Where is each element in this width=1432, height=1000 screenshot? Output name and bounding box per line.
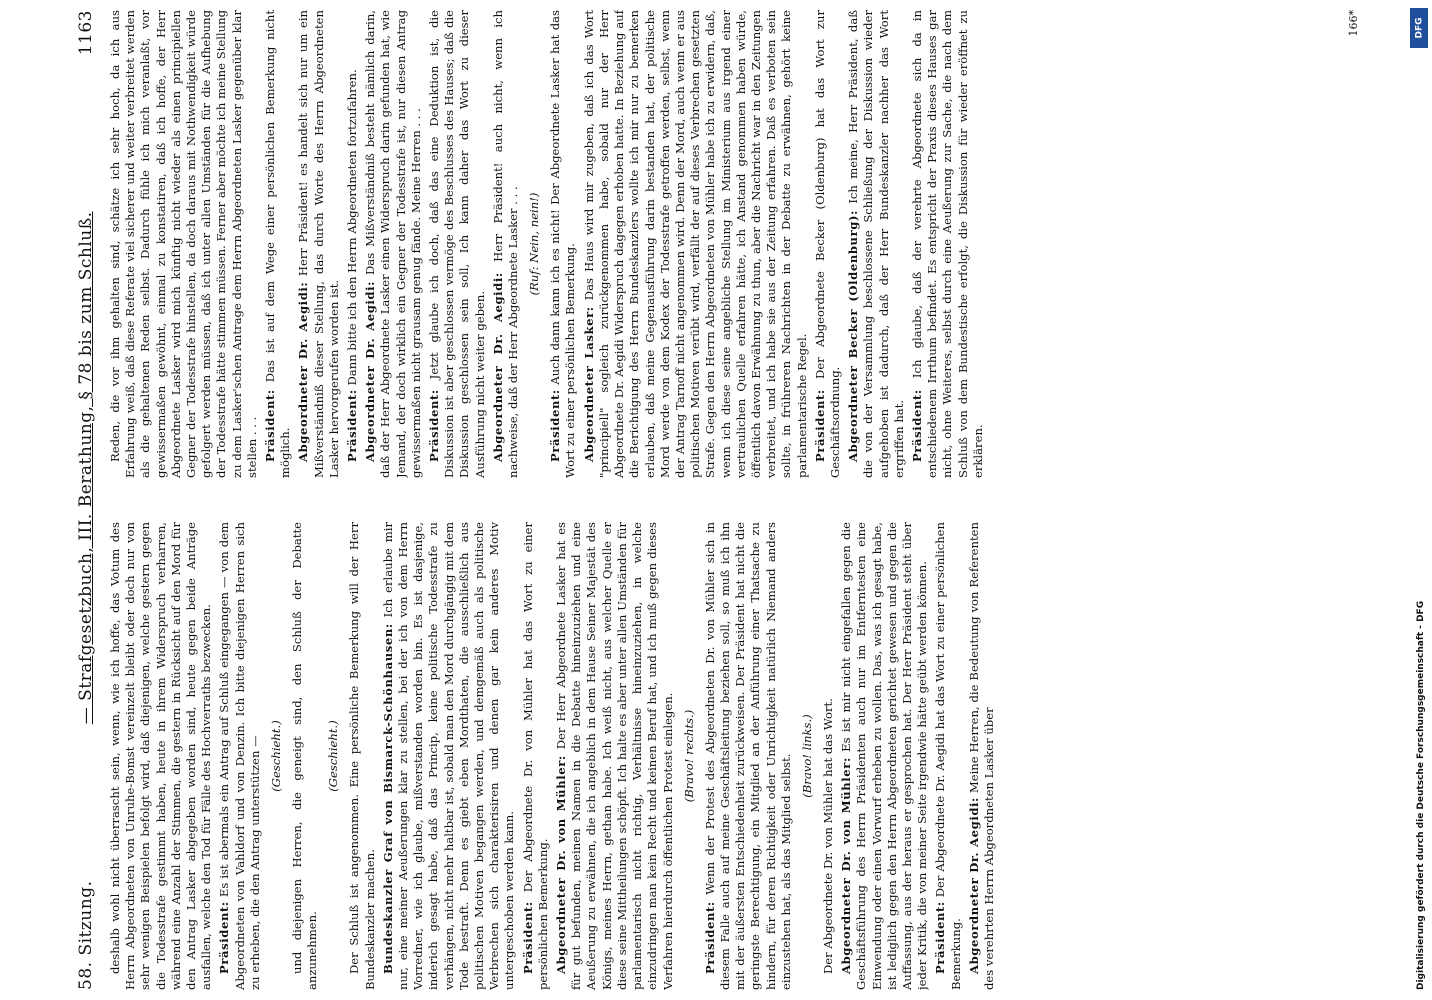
paragraph: [703, 522, 794, 990]
left-column: [108, 522, 1348, 990]
header-title: — Strafgesetzbuch, III. Berathung, § 78 bis zum Schluß.: [76, 211, 96, 725]
speaker-name: Präsident:: [427, 389, 442, 462]
paragraph: [347, 522, 377, 990]
speaker-name: Präsident:: [702, 901, 717, 974]
rotated-document-sheet: [56, 10, 1360, 990]
paragraph-text: Ich glaube, daß der verehrte Abgeordnete sich da in entschiedenem Irrthum befindet. Es entspricht der Praxis dieses Hauses gar nicht, ohne Weiteres, selbst durch eine Aeußerung zur Sache, die nach dem Schluß von dem Bundestische erfolgt, die Diskussion für wieder eröffnet zu erklären.: [909, 10, 985, 478]
speaker-name: Abgeordneter Dr. von Mühler:: [839, 757, 854, 974]
paragraph-text: Das Haus wird mir zugeben, daß ich das Wort "principiell" sogleich zurückgenommen habe, sobald nur der Herr Abgeordnete Dr. Aegidi Widerspruch dagegen erhoben hatte. In Beziehung auf die Berichtigung des Herrn Bundeskanzlers wollte ich mir nur zu bemerken erlauben, daß meine Gegenausführung darin bestanden hat, der politische Mord werde von dem Kodex der Todesstrafe getroffen werden, selbst, wenn der Antrag Tarnoff nicht angenommen wird. Denn der Mord, auch wenn er aus politischen Motiven verübt wird, verfällt der auf dieses Verbrechen gesetzten Strafe. Gegen den Herrn Abgeordneten von Mühler habe ich zu erwidern, daß, wenn ich diese seine angebliche Stellung im Ministerium aus irgend einer vertraulichen Quelle erfahren hätte, ich Anstand genommen haben würde, öffentlich davon Erwähnung zu thun, aber die Nachricht war in den Zeitungen verbreitet, und ich habe sie aus der Zeitung erfahren. Daß es verboten sein sollte, in frühreren Nachrichten in der Debatte zu erwähnen, gehört keine parlamentarische Regel.: [581, 10, 809, 478]
stage-direction: (Geschieht.): [326, 720, 341, 792]
paragraph: [427, 10, 488, 478]
paragraph-text: deshalb wohl nicht überrascht sein, wenn, wie ich hoffe, das Votum des Herrn Abgeordneten von Unruhe-Bomst vereinzelt bleibt oder doch nur von sehr wenigen Beispielen befolgt wird, daß diejenigen, welche gestern gegen die Todesstrafe gestimmt haben, heute in ihrem Widerspruch verharren, während eine Anzahl der Stimmen, die gestern in Rücksicht auf den Mord für den Antrag Lasker abgegeben worden sind, heute gegen beide Anträge ausfallen, welche den Tod für Fälle des Hochverraths bezwecken.: [108, 522, 214, 990]
speaker-name: Präsident:: [933, 901, 948, 974]
stage-direction: (Bravo! rechts.): [681, 709, 696, 803]
paragraph-text: Der Schluß ist angenommen. Eine persönliche Bemerkung will der Herr Bundeskanzler machen.: [347, 522, 377, 990]
paragraph-text: Dann bitte ich den Herrn Abgeordneten fortzufahren.: [345, 69, 360, 386]
paragraph: [846, 10, 907, 478]
paragraph-text: Der Abgeordnete Dr. von Mühler hat das Wort.: [820, 698, 835, 974]
speaker-name: Präsident:: [909, 389, 924, 462]
paragraph-text: Der Abgeordnete Becker (Oldenburg) hat das Wort zur Geschäftsordnung.: [812, 10, 842, 478]
speaker-name: Bundeskanzler Graf von Bismarck-Schönhausen:: [380, 623, 395, 974]
page-header: [56, 10, 96, 990]
paragraph-text: Es ist abermals ein Antrag auf Schluß eingegangen — von dem Abgeordneten von Vahldorf und von Denzin. Ich bitte diejenigen Herren sich zu erheben, die den Antrag unterstützen —: [217, 522, 262, 990]
digitization-credit: Digitalisierung gefördert durch die Deutsche Forschungsgemeinschaft - DFG: [1416, 600, 1426, 990]
speaker-name: Präsident:: [217, 901, 232, 974]
paragraph-text: Der Abgeordnete Dr. von Mühler hat das Wort zu einer persönlichen Bemerkung.: [520, 522, 550, 990]
speaker-name: Präsident:: [345, 389, 360, 462]
paragraph: [933, 522, 963, 990]
paragraph-text: Ich meine, Herr Präsident, daß die von der Versammlung beschlossene Schließung der Diskussion wieder aufgehoben ist dadurch, daß der Herr Bundeskanzler nachher das Wort ergriffen hat.: [846, 10, 906, 478]
paragraph-text: Reden, die vor ihm gehalten sind, schätze ich sehr hoch, da ich aus Erfahrung weiß, daß diese Referate viel sicherer und weiter verbreitet werden als die gehaltenen Reden selbst. Dadurch fühle ich mich veranlaßt, vor gewissermaßen gewöhnt, einmal zu konstatiren, daß ich hoffe, der Herr Abgeordnete Lasker wird mich künftig nicht wieder als einen principiellen Gegner der Todesstrafe hinstellen, da doch daraus mit Nothwendigkeit würde gefolgert werden müssen, daß ich unter allen Umständen für die Aufhebung der Todesstrafe hätte stimmen müssen. Ferner aber möchte ich meine Stellung zu dem Lasker'schen Antrage dem Herrn Abgeordneten Lasker gegenüber klar stellen . . .: [108, 10, 259, 478]
paragraph-text: Das ist auf dem Wege einer persönlichen Bemerkung nicht möglich.: [263, 10, 293, 478]
dfg-logo: [1410, 8, 1428, 48]
dfg-logo-text: DFG: [1414, 17, 1425, 39]
paragraph: [521, 522, 551, 990]
paragraph: [548, 10, 578, 478]
paragraph: [381, 522, 518, 990]
paragraph: [363, 10, 424, 478]
paragraph-text: Ich erlaube mir nur, eine meiner Aeußerungen klar zu stellen, bei der ich von dem Herrn Vorredner, wie ich glaube, mißverstanden worden bin. Es ist dasjenige, inderich gesagt habe, daß das Princip, keine politische Todesstrafe zu verhängen, nicht mehr haltbar ist, sobald man den Mord durchgängig mit dem Tode bestraft. Denn es giebt eben Mordthaten, die ausschließlich aus politischen Motiven begangen werden, und demgemäß auch als politische Verbrechen sich charakterisiren und denen gar kein anderes Motiv untergeschoben werden kann.: [380, 522, 517, 990]
paragraph: [967, 522, 997, 990]
signature-mark: 166*: [1347, 10, 1360, 37]
paragraph-text: Meine Herren, die Bedeutung von Referenten des verehrten Herrn Abgeordneten Lasker über: [966, 522, 996, 990]
speaker-name: Abgeordneter Dr. Aegidi:: [363, 280, 378, 462]
speaker-name: Abgeordneter Dr. Aegidi:: [490, 272, 505, 462]
paragraph: [290, 522, 320, 990]
paragraph: [821, 522, 836, 990]
speaker-name: Abgeordneter Dr. Aegidi:: [296, 281, 311, 462]
speaker-name: Präsident:: [520, 901, 535, 974]
paragraph-text: Der Abgeordnete Dr. Aegidi hat das Wort zu einer persönlichen Bemerkung.: [933, 522, 963, 990]
speaker-name: Präsident:: [548, 389, 563, 462]
paragraph: [910, 10, 986, 478]
stage-direction: (Geschieht.): [269, 720, 284, 792]
right-column: [108, 10, 1348, 478]
paragraph-text: Es ist mir nicht eingefallen gegen die Geschäftsführung des Herrn Präsidenten auch nur im Entferntesten eine Einwendung oder einen Vorwurf erheben zu wollen. Das, was ich gesagt habe, ist lediglich gegen den Herrn Abgeordneten gerichtet gewesen und gegen die Auffassung, aus der heraus er gesprochen hat. Der Herr Präsident steht über jeder Kritik, die von meiner Seite irgendwie hätte geübt werden können.: [839, 522, 930, 990]
paragraph: [345, 10, 360, 478]
paragraph: [263, 10, 293, 478]
speaker-name: Abgeordneter Dr. von Mühler:: [554, 755, 569, 974]
paragraph-text: Wenn der Protest des Abgeordneten Dr. von Mühler sich in diesem Falle auch auf meine Geschäftsleitung beziehen soll, so muß ich ihn mit der äußersten Entschiedenheit zurückweisen. Der Präsident hat nicht die geringste Berechtigung, ein Mitglied an der Anführung einer Thatsache zu hindern, für deren Richtigkeit oder Unrichtigkeit natürlich Niemand anders einzustehen hat, als das Mitglied selbst.: [702, 522, 793, 990]
stage-direction: (Ruf: Nein, nein!): [527, 192, 542, 296]
paragraph: [554, 522, 676, 990]
paragraph: [217, 522, 263, 990]
paragraph: [491, 10, 521, 478]
paragraph-text: Auch dann kann ich es nicht! Der Abgeordnete Lasker hat das Wort zu einer persönlichen Bemerkung.: [548, 10, 578, 478]
speaker-name: Präsident:: [812, 389, 827, 462]
paragraph: [296, 10, 342, 478]
paragraph-text: und diejenigen Herren, die geneigt sind, den Schluß der Debatte anzunehmen.: [290, 522, 320, 990]
speaker-name: Abgeordneter Dr. Aegidi:: [966, 797, 981, 974]
page-number: 1163: [76, 10, 96, 56]
paragraph-text: Das Mißverständniß besteht nämlich darin, daß der Herr Abgeordnete Lasker einen Widerspruch darin gefunden hat, wie Jemand, der doch wirklich ein Gegner der Todesstrafe ist, nur diesen Antrag gewissermaßen nicht grausam genug fände. Meine Herren . . .: [363, 10, 423, 478]
paragraph: [108, 10, 260, 478]
stage-direction: (Bravo! links.): [799, 714, 814, 798]
header-session: 58. Sitzung.: [76, 880, 96, 990]
paragraph: [108, 522, 214, 990]
paragraph: [839, 522, 930, 990]
paragraph-text: Der Herr Abgeordnete Lasker hat es für gut befunden, meinen Namen in die Debatte hineinzuziehen und eine Aeußerung zu erwähnen, die ich angeblich in dem Hause Seiner Majestät des Königs, meines Herrn, gethan habe. Ich weiß nicht, aus welcher Quelle er diese seine Mittheilungen schöpft. Ich halte es aber unter allen Umständen für parlamentarisch nicht richtig, Verhältnisse hineinzuziehen, in welche einzudringen man kein Recht und keinen Beruf hat, und ich muß gegen dieses Verfahren hierdurch öffentlichen Protest einlegen.: [554, 522, 675, 990]
paragraph-text: Herr Präsident! auch nicht, wenn ich nachweise, daß der Herr Abgeordnete Lasker . . .: [490, 10, 521, 478]
speaker-name: Abgeordneter Becker (Oldenburg):: [846, 210, 861, 462]
paragraph-text: Jetzt glaube ich doch, daß das eine Deduktion ist, die Diskussion ist aber geschlossen vermöge des Beschlusses des Hauses; daß die Diskussion geschlossen sein soll, Ich kann daher das Wort zu dieser Ausführung nicht weiter geben.: [427, 10, 487, 478]
paragraph: [582, 10, 810, 478]
paragraph-text: Herr Präsident! es handelt sich nur um ein Mißverständniß dieser Stellung, das durch Worte des Herrn Abgeordneten Lasker hervorgerufen worden ist.: [296, 10, 341, 478]
text-columns: [108, 10, 1348, 990]
paragraph: [813, 10, 843, 478]
speaker-name: Abgeordneter Lasker:: [581, 306, 596, 462]
speaker-name: Präsident:: [263, 389, 278, 462]
